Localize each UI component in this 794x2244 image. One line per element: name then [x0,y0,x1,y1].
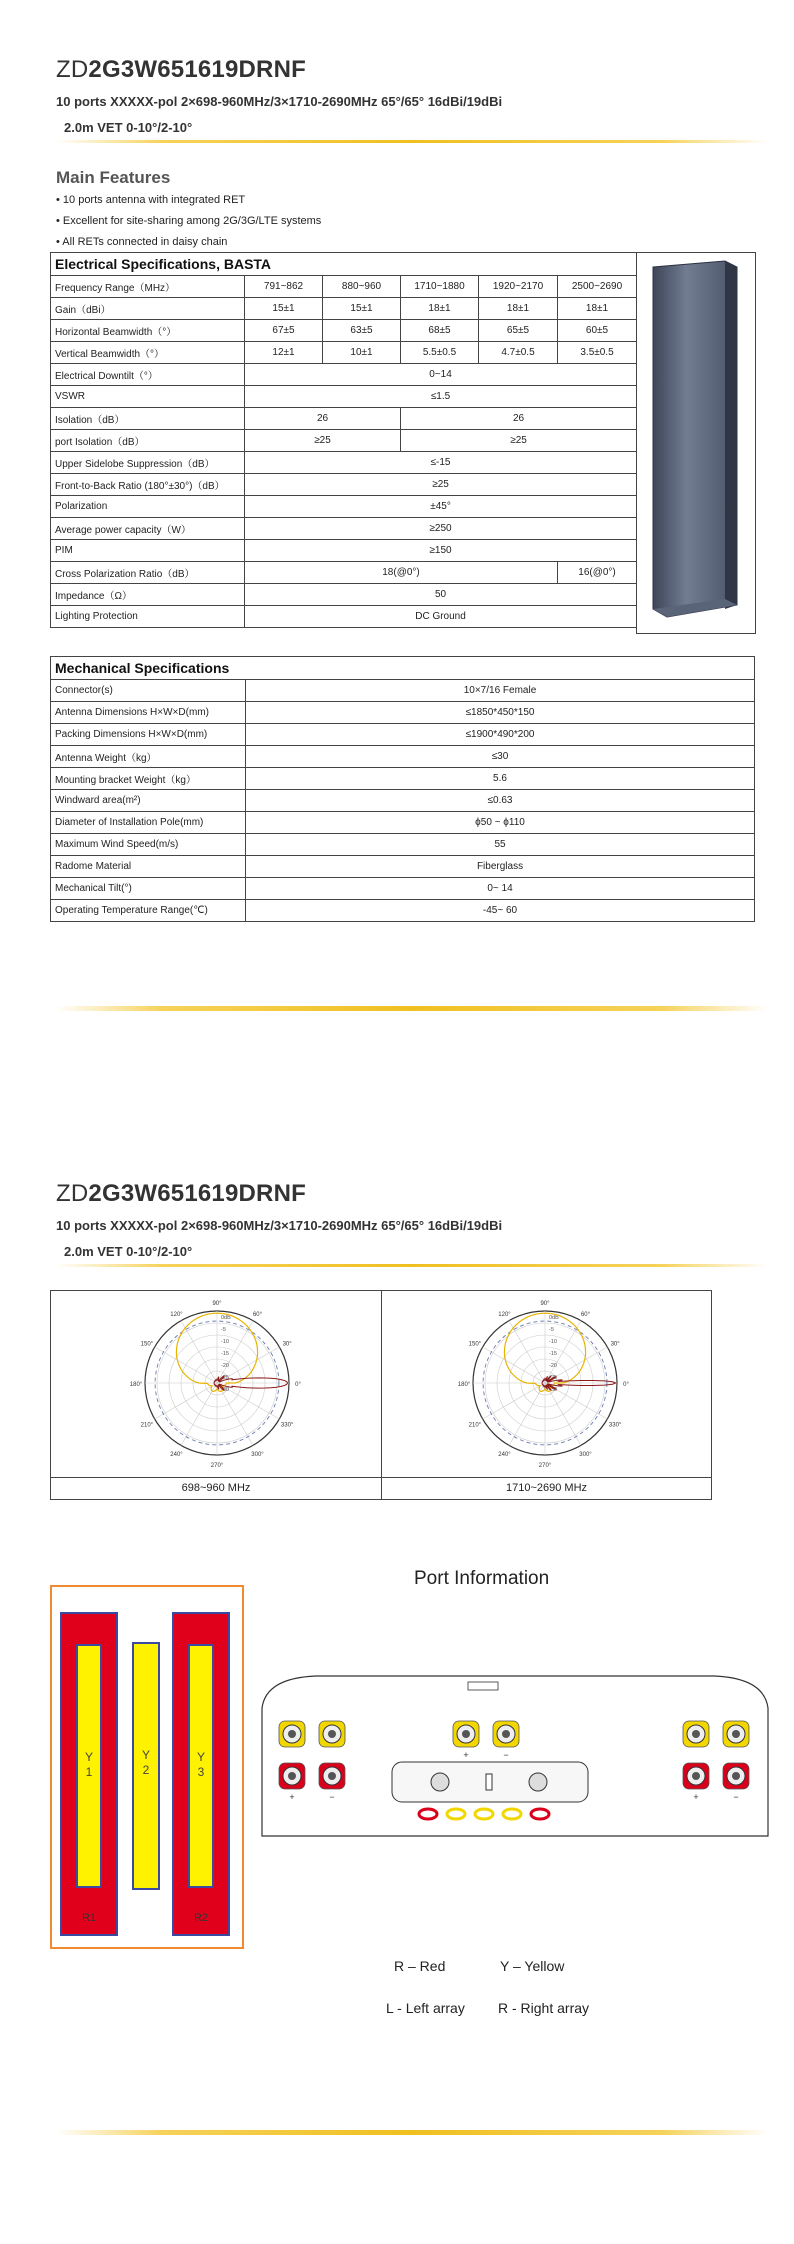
table-row [51,702,755,724]
array-layout-frame [50,1585,244,1949]
cell: 1710~1880 [401,276,479,298]
polar-ring-label: -20 [221,1363,229,1369]
color-cap [503,1809,521,1819]
connector-pin [692,1772,700,1780]
page2-footer-divider [56,2130,768,2135]
antenna-image-box [636,252,756,634]
table-row [51,812,755,834]
row-label: Frequency Range（MHz） [51,276,245,298]
radiation-pattern-panel [50,1290,712,1500]
model-title [56,1180,306,1208]
antenna-image [637,253,755,633]
table-row [51,386,637,408]
polar-ring-label: -5 [549,1327,554,1333]
row-label: Packing Dimensions H×W×D(mm) [51,724,246,746]
cell: Fiberglass [246,856,755,878]
array-y1-number: 1 [85,1765,93,1779]
table-row [51,790,755,812]
table-row [51,724,755,746]
plot-caption-low: 698~960 MHz [181,1482,251,1494]
cell: ≥150 [245,540,637,562]
polar-angle-label: 90° [540,1301,550,1307]
ret-connector-out [529,1773,547,1791]
array-left-red [60,1612,118,1936]
table-row [51,746,755,768]
polar-angle-label: 60° [252,1311,263,1318]
polar-angle-label: 180° [129,1382,143,1388]
polarity-mark: + [693,1792,699,1802]
plot-caption-high: 1710~2690 MHz [505,1482,588,1494]
cell: ≤0.63 [246,790,755,812]
table-row [51,276,637,298]
table-row [51,878,755,900]
polar-angle-label: 90° [212,1301,222,1307]
table-row [51,320,637,342]
page1-footer-divider [56,1006,768,1011]
cell: ≥250 [245,518,637,540]
polar-angle-label: 0° [623,1382,629,1388]
connector-pin [732,1730,740,1738]
row-label: Horizontal Beamwidth（°） [51,320,245,342]
model-prefix: ZD [56,56,89,83]
feature-item: • 10 ports antenna with integrated RET [56,194,246,206]
polar-plot-high [382,1291,711,1477]
caption-divider [51,1477,711,1478]
polar-ring-label: -30 [221,1387,229,1393]
table-row [51,834,755,856]
connector-pin [328,1730,336,1738]
cell: ϕ50 ~ ϕ110 [246,812,755,834]
polarity-mark: − [733,1792,739,1802]
cell: 5.5±0.5 [401,342,479,364]
row-label: Impedance（Ω） [51,584,245,606]
legend-red: R – Red [394,1958,446,1974]
cell: 15±1 [323,298,401,320]
cell: 55 [246,834,755,856]
polar-ring-label: -5 [221,1327,226,1333]
row-label: Antenna Dimensions H×W×D(mm) [51,702,246,724]
row-label: Average power capacity（W） [51,518,245,540]
cell: ≥25 [401,430,637,452]
row-label: PIM [51,540,245,562]
cell: 18(@0°) [245,562,558,584]
model-title [56,56,306,84]
subtitle-line1: 10 ports XXXXX-pol 2×698-960MHz/3×1710-2690MHz 65°/65° 16dBi/19dBi [56,1218,503,1233]
polarity-mark: + [463,1750,469,1760]
model-name: 2G3W651619DRNF [88,56,306,83]
table-row [51,298,637,320]
header-divider [56,1264,768,1267]
row-label: Windward area(m²) [51,790,246,812]
polar-ring-label: -10 [549,1339,557,1345]
cell: 68±5 [401,320,479,342]
array-right-red [172,1612,230,1936]
cell: 26 [245,408,401,430]
polar-angle-label: 30° [282,1341,292,1348]
array-y2-label [134,1748,158,1778]
polarity-mark: − [503,1750,509,1760]
table-row [51,430,637,452]
polar-angle-label: 180° [457,1382,471,1388]
polar-ring-label: 0dB [221,1315,231,1321]
row-label: Front-to-Back Ratio (180°±30°)（dB） [51,474,245,496]
polarity-mark: − [329,1792,335,1802]
table-row [51,562,637,584]
port-info-title: Port Information [414,1568,550,1589]
polar-ring-label: -25 [221,1375,229,1381]
connector-pin [328,1772,336,1780]
main-features-title: Main Features [56,168,171,187]
polar-angle-label: 240° [498,1452,511,1459]
model-prefix: ZD [56,1180,89,1207]
polar-angle-label: 120° [498,1311,511,1318]
connector-pin [288,1730,296,1738]
polar-angle-label: 210° [140,1422,154,1429]
electrical-spec-table [50,252,637,628]
table-row [51,606,637,628]
cell: 26 [401,408,637,430]
cell: ≤1900*490*200 [246,724,755,746]
cell: ≤1850*450*150 [246,702,755,724]
array-y1 [76,1644,102,1888]
row-label: Operating Temperature Range(℃) [51,900,246,922]
legend-right-array: R - Right array [498,2000,590,2016]
polar-angle-label: 300° [251,1452,264,1459]
cell: 18±1 [558,298,637,320]
color-cap [419,1809,437,1819]
cell: 3.5±0.5 [558,342,637,364]
color-cap [531,1809,549,1819]
row-label: Mounting bracket Weight（kg） [51,768,246,790]
row-label: Upper Sidelobe Suppression（dB） [51,452,245,474]
feature-item: • All RETs connected in daisy chain [56,236,228,248]
array-y3-number: 3 [197,1765,205,1779]
table-row [51,408,637,430]
table-row [51,856,755,878]
row-label: Cross Polarization Ratio（dB） [51,562,245,584]
polar-angle-label: 270° [538,1463,552,1469]
polar-angle-label: 210° [468,1422,482,1429]
array-y3-label [190,1750,212,1780]
cell: 16(@0°) [558,562,637,584]
array-y3 [188,1644,214,1888]
polar-ring-label: -20 [549,1363,557,1369]
polar-angle-label: 30° [610,1341,620,1348]
cell: ≥25 [245,430,401,452]
row-label: Mechanical Tilt(°) [51,878,246,900]
mechanical-spec-title: Mechanical Specifications [51,657,755,680]
cell: ≤-15 [245,452,637,474]
cell: 65±5 [479,320,558,342]
subtitle-line2: 2.0m VET 0-10°/2-10° [64,120,193,135]
ret-indicator [486,1774,492,1790]
cell: 10±1 [323,342,401,364]
row-label: Isolation（dB） [51,408,245,430]
row-label: Antenna Weight（kg） [51,746,246,768]
cell: 18±1 [401,298,479,320]
model-name: 2G3W651619DRNF [88,1180,306,1207]
subtitle-line1: 10 ports XXXXX-pol 2×698-960MHz/3×1710-2690MHz 65°/65° 16dBi/19dBi [56,94,503,109]
row-label: VSWR [51,386,245,408]
cell: 10×7/16 Female [246,680,755,702]
cell: 1920~2170 [479,276,558,298]
connector-pin [692,1730,700,1738]
array-r1-label: R1 [81,1912,97,1924]
polar-ring-label: -30 [549,1387,557,1393]
row-label: Diameter of Installation Pole(mm) [51,812,246,834]
cell: DC Ground [245,606,637,628]
polar-ring-label: 0dB [549,1315,559,1321]
array-y2-letter: Y [141,1748,150,1762]
polar-angle-label: 240° [170,1452,183,1459]
array-y1-letter: Y [84,1750,93,1764]
array-y1-label [78,1750,100,1780]
row-label: Vertical Beamwidth（°） [51,342,245,364]
cell: ≤30 [246,746,755,768]
connector-pin [732,1772,740,1780]
cell: ≤1.5 [245,386,637,408]
cell: 12±1 [245,342,323,364]
color-cap [447,1809,465,1819]
cell: 0~14 [245,364,637,386]
row-label: Maximum Wind Speed(m/s) [51,834,246,856]
row-label: Connector(s) [51,680,246,702]
connector-pin [462,1730,470,1738]
legend-yellow: Y – Yellow [500,1958,565,1974]
label-plate [468,1682,498,1690]
color-cap [475,1809,493,1819]
array-y2-number: 2 [142,1763,150,1777]
polar-ring-label: -25 [549,1375,557,1381]
polar-angle-label: 0° [295,1382,301,1388]
cell: -45~ 60 [246,900,755,922]
header-divider [56,140,768,143]
cell: 5.6 [246,768,755,790]
cell: 50 [245,584,637,606]
polar-angle-label: 150° [468,1341,482,1348]
array-r2-label: R2 [193,1912,209,1924]
cell: 791~862 [245,276,323,298]
connector-pin [502,1730,510,1738]
connector-pin [288,1772,296,1780]
polar-angle-label: 60° [580,1311,591,1318]
row-label: port Isolation（dB） [51,430,245,452]
cell: 2500~2690 [558,276,637,298]
cell: ±45° [245,496,637,518]
polar-ring-label: -15 [221,1351,229,1357]
array-y3-letter: Y [196,1750,205,1764]
table-row [51,452,637,474]
cell: 0~ 14 [246,878,755,900]
table-row [51,900,755,922]
polar-ring-label: -15 [549,1351,557,1357]
cell: 880~960 [323,276,401,298]
table-row [51,540,637,562]
ret-connector-in [431,1773,449,1791]
legend-left-array: L - Left array [386,2000,465,2016]
table-row [51,680,755,702]
polar-angle-label: 300° [579,1452,592,1459]
cell: 15±1 [245,298,323,320]
polar-angle-label: 120° [170,1311,183,1318]
cell: ≥25 [245,474,637,496]
subtitle-line2: 2.0m VET 0-10°/2-10° [64,1244,193,1259]
polarity-mark: + [289,1792,295,1802]
cell: 60±5 [558,320,637,342]
polar-ring-label: -10 [221,1339,229,1345]
row-label: Gain（dBi） [51,298,245,320]
polar-plot-low [51,1291,381,1477]
table-row [51,496,637,518]
cell: 63±5 [323,320,401,342]
cell: 67±5 [245,320,323,342]
electrical-spec-title: Electrical Specifications, BASTA [51,253,637,276]
table-row [51,364,637,386]
table-row [51,584,637,606]
polar-angle-label: 270° [210,1463,224,1469]
cell: 18±1 [479,298,558,320]
mechanical-spec-table [50,656,755,922]
polar-angle-label: 150° [140,1341,154,1348]
polar-angle-label: 330° [280,1422,294,1429]
polar-angle-label: 330° [608,1422,622,1429]
row-label: Polarization [51,496,245,518]
row-label: Lighting Protection [51,606,245,628]
table-row [51,342,637,364]
table-row [51,474,637,496]
row-label: Radome Material [51,856,246,878]
feature-item: • Excellent for site-sharing among 2G/3G/LTE systems [56,215,322,227]
cell: 4.7±0.5 [479,342,558,364]
table-row [51,768,755,790]
row-label: Electrical Downtilt（°） [51,364,245,386]
table-row [51,518,637,540]
array-y2 [132,1642,160,1890]
port-bottom-diagram [256,1668,774,1844]
